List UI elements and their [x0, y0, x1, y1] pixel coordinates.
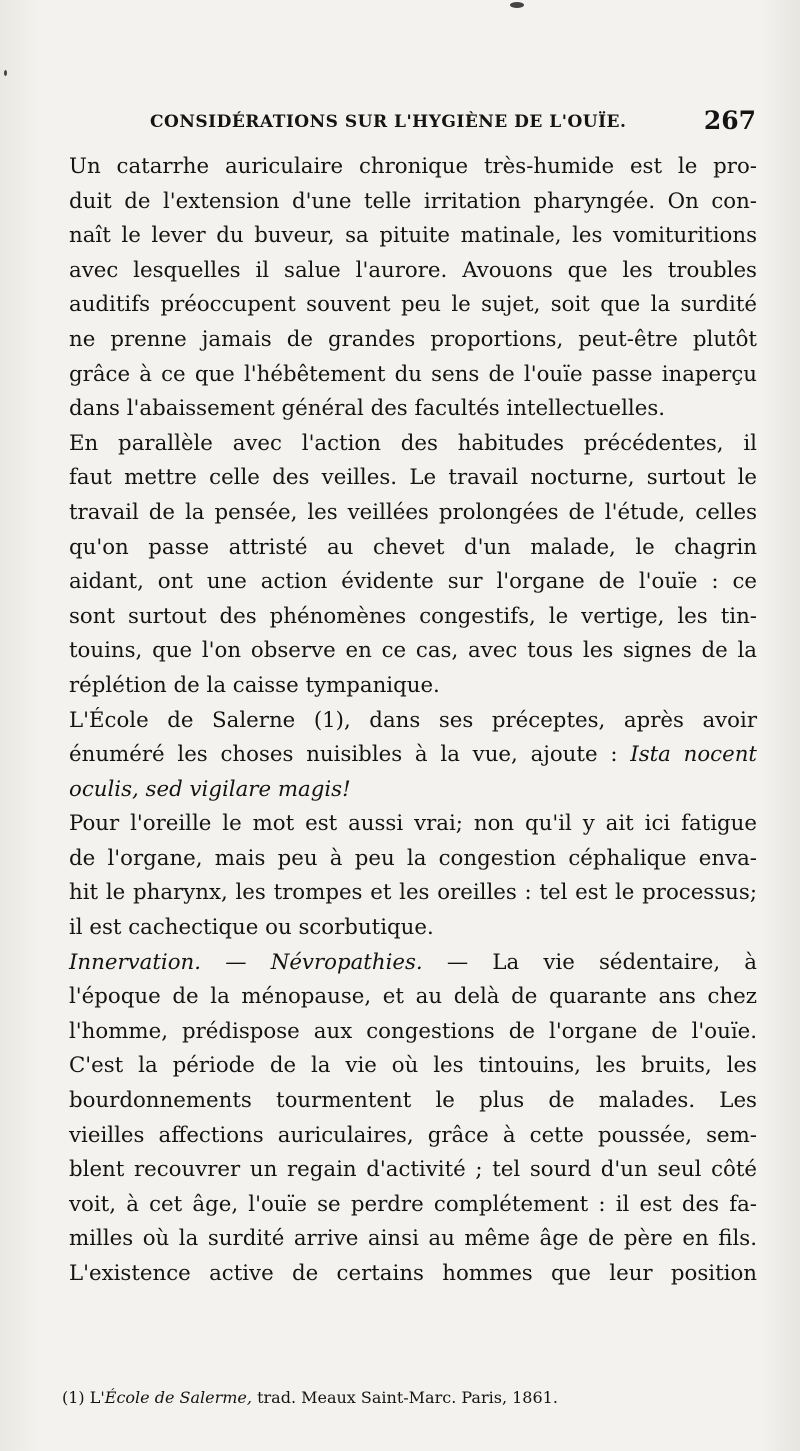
text-line: réplétion de la caisse tympanique.	[69, 672, 440, 698]
text-line: voit, à cet âge, l'ouïe se perdre complétement : il est des fa-	[69, 1191, 757, 1217]
text-line: énuméré les choses nuisibles à la vue, ajoute : Ista nocent	[69, 742, 757, 768]
footnote-text: trad. Meaux Saint-Marc. Paris, 1861.	[257, 1388, 558, 1407]
text-line: travail de la pensée, les veillées prolongées de l'étude, celles	[69, 499, 757, 525]
body-text	[69, 150, 757, 1292]
ink-speck	[510, 2, 524, 8]
text-line: L'École de Salerne (1), dans ses préceptes, après avoir	[69, 707, 757, 733]
running-header	[150, 106, 756, 140]
latin-quote: Ista nocent	[630, 742, 757, 768]
paragraph	[69, 150, 757, 427]
text-line: il est cachectique ou scorbutique.	[69, 915, 434, 941]
text-line: hit le pharynx, les trompes et les oreilles : tel est le processus;	[69, 880, 757, 906]
text-line: bourdonnements tourmentent le plus de malades. Les	[69, 1088, 757, 1114]
latin-quote: oculis, sed vigilare magis!	[69, 776, 351, 802]
text-line: grâce à ce que l'hébêtement du sens de l'ouïe passe inaperçu	[69, 361, 757, 387]
text-line: faut mettre celle des veilles. Le travail nocturne, surtout le	[69, 465, 757, 491]
paragraph	[69, 807, 757, 945]
text-line: l'homme, prédispose aux congestions de l'organe de l'ouïe.	[69, 1018, 757, 1044]
running-header-title: CONSIDÉRATIONS SUR L'HYGIÈNE DE L'OUÏE.	[150, 112, 627, 132]
section-heading: Innervation. — Névropathies.	[69, 949, 423, 975]
text-line: l'époque de la ménopause, et au delà de quarante ans chez	[69, 984, 757, 1010]
text-line: avec lesquelles il salue l'aurore. Avouons que les troubles	[69, 257, 757, 283]
paragraph	[69, 427, 757, 704]
text-line	[69, 773, 757, 808]
paragraphs	[69, 150, 757, 1292]
text-line: blent recouvrer un regain d'activité ; tel sourd d'un seul côté	[69, 1157, 757, 1183]
text-line: de l'organe, mais peu à peu la congestion céphalique enva-	[69, 845, 757, 871]
paragraph	[69, 946, 757, 1292]
text-line: vieilles affections auriculaires, grâce à cette poussée, sem-	[69, 1122, 757, 1148]
text-line: En parallèle avec l'action des habitudes précédentes, il	[69, 430, 757, 456]
section-heading-line: Innervation. — Névropathies. — La vie sédentaire, à	[69, 949, 757, 975]
text-line: L'existence active de certains hommes que leur position	[69, 1261, 757, 1286]
text-line: duit de l'extension d'une telle irritation pharyngée. On con-	[69, 188, 757, 214]
paragraph	[69, 704, 757, 808]
text-line: sont surtout des phénomènes congestifs, le vertige, les tin-	[69, 603, 757, 629]
text-line: Pour l'oreille le mot est aussi vrai; non qu'il y ait ici fatigue	[69, 811, 757, 837]
text-line: auditifs préoccupent souvent peu le sujet, soit que la surdité	[69, 292, 757, 318]
text-line: touins, que l'on observe en ce cas, avec tous les signes de la	[69, 638, 757, 664]
text-line: ne prenne jamais de grandes proportions, peut-être plutôt	[69, 326, 757, 352]
text-line: naît le lever du buveur, sa pituite matinale, les vomituritions	[69, 223, 757, 249]
footnote	[62, 1388, 762, 1407]
ink-speck	[4, 70, 7, 76]
page-number: 267	[703, 106, 756, 135]
text-line: aidant, ont une action évidente sur l'organe de l'ouïe : ce	[69, 569, 757, 595]
text-line: Un catarrhe auriculaire chronique très-humide est le pro-	[69, 154, 757, 179]
text-line: qu'on passe attristé au chevet d'un malade, le chagrin	[69, 534, 757, 560]
text-line: C'est la période de la vie où les tintouins, les bruits, les	[69, 1053, 757, 1079]
text-line: dans l'abaissement général des facultés intellectuelles.	[69, 396, 666, 422]
text-line: milles où la surdité arrive ainsi au même âge de père en fils.	[69, 1226, 757, 1252]
footnote-title: École de Salerme,	[104, 1388, 252, 1407]
footnote-marker: (1) L'	[62, 1388, 105, 1407]
